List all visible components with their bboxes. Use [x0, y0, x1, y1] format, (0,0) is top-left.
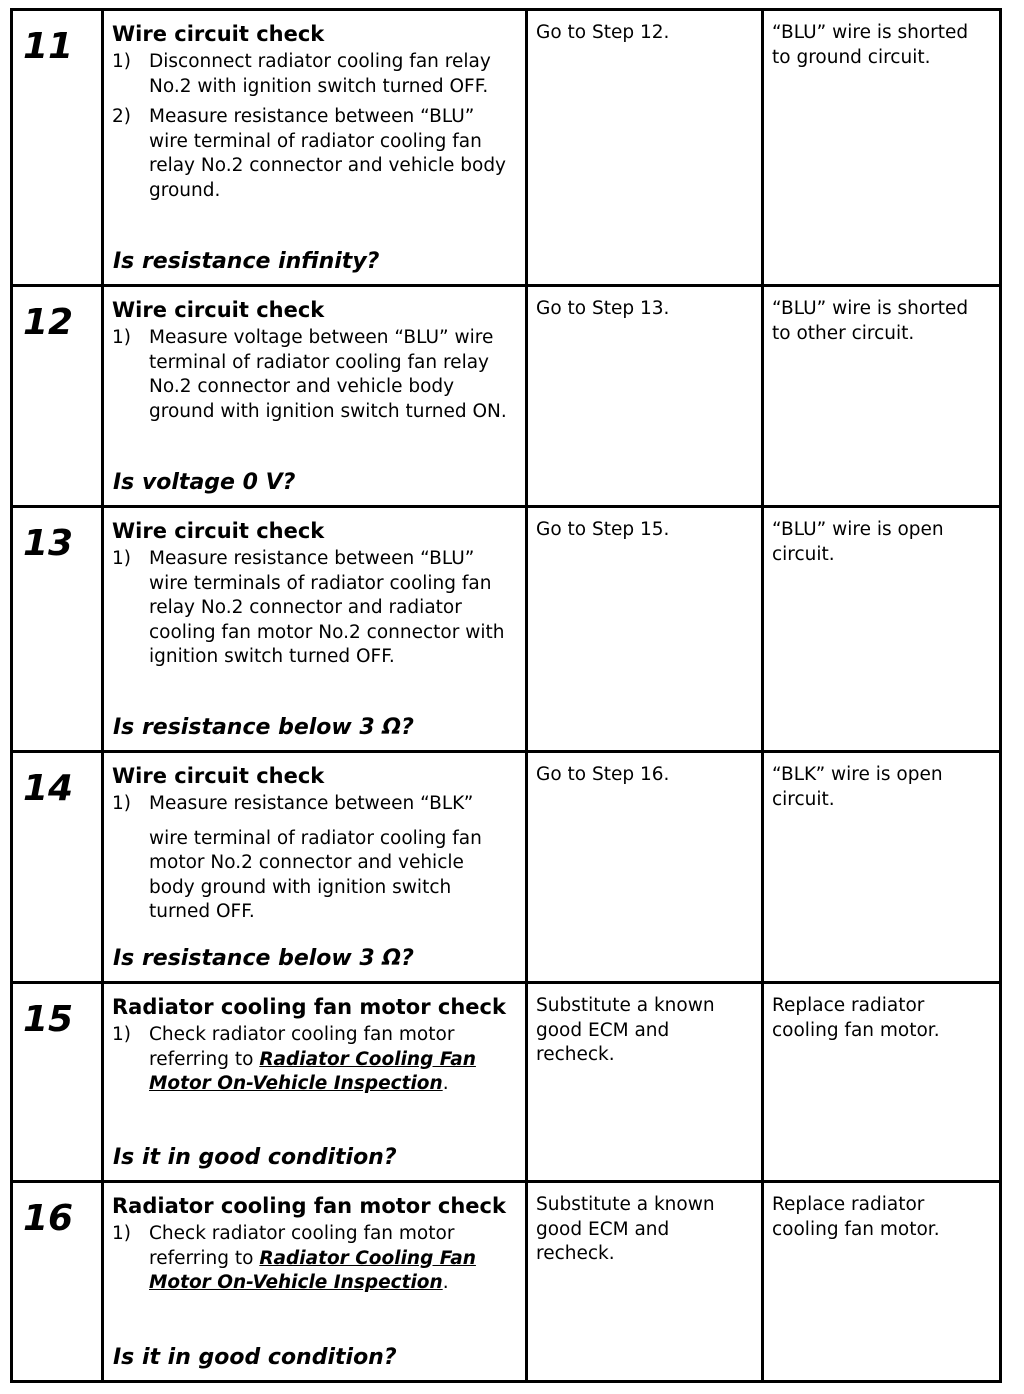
list-item: 1) Measure voltage between “BLU” wire terminal of radiator cooling fan relay No.2 connector and vehicle body ground with ignition switch turned ON.: [112, 327, 507, 422]
list-item: 2) Measure resistance between “BLU” wire terminal of radiator cooling fan relay No.2 connector and vehicle body ground.: [112, 106, 507, 201]
step-cell: [12, 1182, 103, 1382]
no-result: “BLK” wire is open circuit.: [763, 752, 1001, 983]
action-cell: [103, 10, 527, 286]
no-result: “BLU” wire is open circuit.: [763, 507, 1001, 752]
step-number: 13: [23, 523, 74, 564]
step-cell: [12, 752, 103, 983]
action-title: Wire circuit check: [112, 519, 325, 543]
list-item: 1) Disconnect radiator cooling fan relay No.2 with ignition switch turned OFF.: [112, 51, 491, 97]
action-steps: [112, 792, 509, 925]
question: Is voltage 0 V?: [113, 470, 296, 495]
action-steps: [112, 1023, 509, 1097]
step-number: 11: [23, 26, 74, 67]
inspection-link[interactable]: Radiator Cooling Fan Motor On-Vehicle Inspection: [149, 1048, 476, 1094]
action-cell: [103, 507, 527, 752]
question: Is resistance below 3 Ω?: [113, 946, 414, 971]
step-cell: [12, 10, 103, 286]
action-steps: [112, 1222, 509, 1296]
action-cell: [103, 752, 527, 983]
step-cell: [12, 286, 103, 507]
list-item: 1) Measure resistance between “BLK” wire terminal of radiator cooling fan motor No.2 connector and vehicle body ground with ignition switch turned OFF.: [112, 793, 482, 922]
action-title: Wire circuit check: [112, 764, 325, 788]
action-cell: [103, 286, 527, 507]
inspection-link[interactable]: Radiator Cooling Fan Motor On-Vehicle Inspection: [149, 1247, 476, 1293]
yes-result: Substitute a known good ECM and recheck.: [527, 1182, 763, 1382]
table-row: [12, 983, 1001, 1182]
step-number: 15: [23, 999, 74, 1040]
action-steps: [112, 50, 509, 203]
action-steps: [112, 326, 509, 424]
table-row: [12, 1182, 1001, 1382]
table-row: [12, 10, 1001, 286]
action-steps: [112, 547, 509, 670]
no-result: Replace radiator cooling fan motor.: [763, 1182, 1001, 1382]
step-number: 12: [23, 302, 74, 343]
list-item: 1) Measure resistance between “BLU” wire terminals of radiator cooling fan relay No.2 connector and radiator cooling fan motor No.2 connector with ignition switch turned OFF.: [112, 548, 505, 667]
action-cell: [103, 983, 527, 1182]
no-result: “BLU” wire is shorted to other circuit.: [763, 286, 1001, 507]
question: Is it in good condition?: [113, 1145, 397, 1170]
yes-result: Go to Step 15.: [527, 507, 763, 752]
step-cell: [12, 983, 103, 1182]
list-item: 1) Check radiator cooling fan motor referring to Radiator Cooling Fan Motor On-Vehicle Inspection.: [112, 1024, 476, 1094]
no-result: Replace radiator cooling fan motor.: [763, 983, 1001, 1182]
action-title: Wire circuit check: [112, 22, 325, 46]
step-number: 16: [23, 1198, 74, 1239]
diagnostic-table: [10, 8, 1002, 1383]
action-title: Wire circuit check: [112, 298, 325, 322]
list-item: 1) Check radiator cooling fan motor referring to Radiator Cooling Fan Motor On-Vehicle Inspection.: [112, 1223, 476, 1293]
yes-result: Go to Step 12.: [527, 10, 763, 286]
question: Is resistance below 3 Ω?: [113, 715, 414, 740]
question: Is resistance infinity?: [113, 249, 380, 274]
no-result: “BLU” wire is shorted to ground circuit.: [763, 10, 1001, 286]
step-number: 14: [23, 768, 74, 809]
table-row: [12, 286, 1001, 507]
yes-result: Go to Step 16.: [527, 752, 763, 983]
yes-result: Substitute a known good ECM and recheck.: [527, 983, 763, 1182]
action-cell: [103, 1182, 527, 1382]
table-row: [12, 507, 1001, 752]
step-cell: [12, 507, 103, 752]
question: Is it in good condition?: [113, 1345, 397, 1370]
yes-result: Go to Step 13.: [527, 286, 763, 507]
action-title: Radiator cooling fan motor check: [112, 1194, 506, 1218]
action-title: Radiator cooling fan motor check: [112, 995, 506, 1019]
table-row: [12, 752, 1001, 983]
